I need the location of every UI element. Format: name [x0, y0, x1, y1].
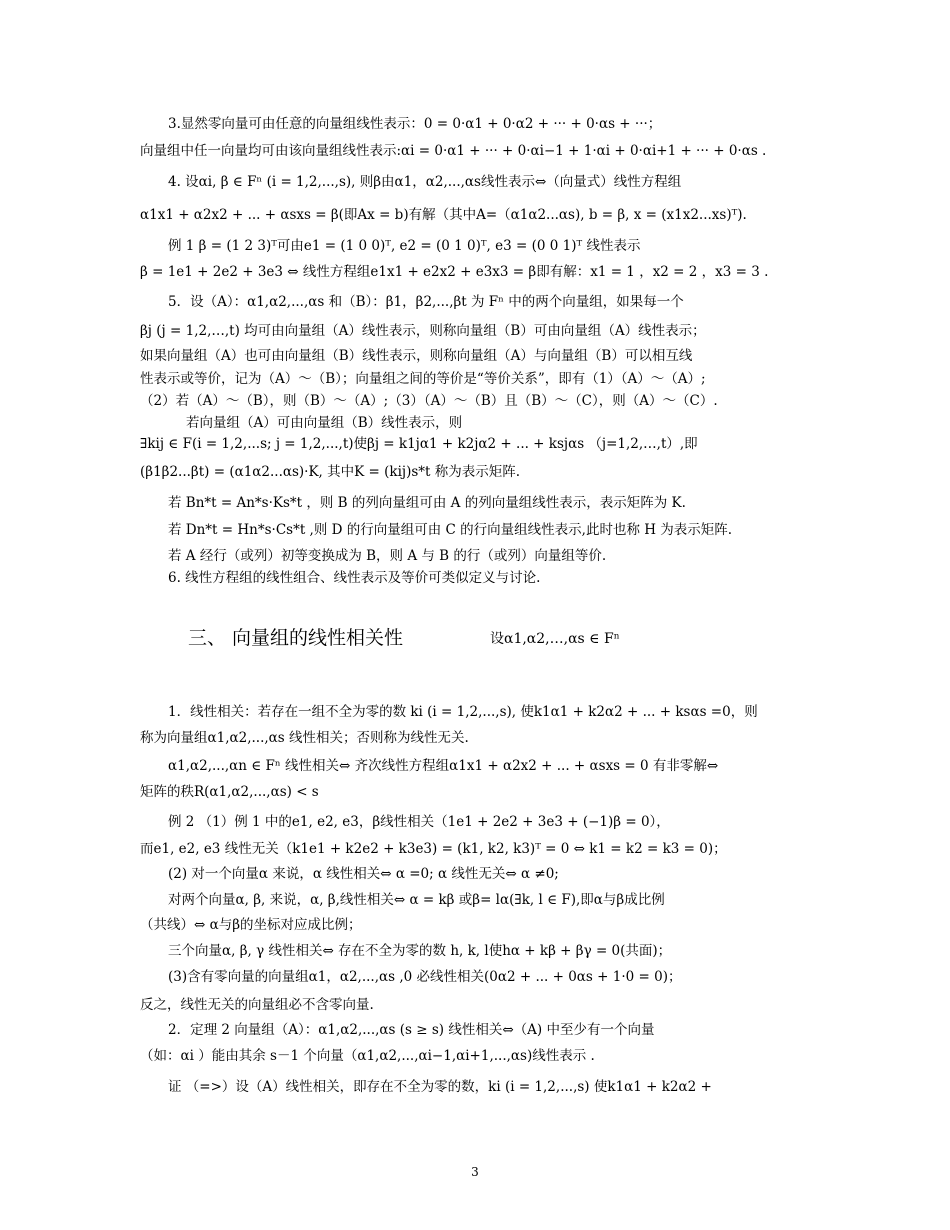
- text-line: β = 1e1 + 2e2 + 3e3 ⇔ 线性方程组e1x1 + e2x2 + e3x3 = β即有解：x1 = 1 ，x2 = 2 ，x3 = 3 .: [140, 264, 769, 280]
- text-line: 5．设（A）：α1,α2,...,αs 和（B）：β1，β2,...,βt 为 Fⁿ 中的两个向量组，如果每一个: [168, 294, 684, 310]
- text-line: 1．线性相关：若存在一组不全为零的数 ki (i = 1,2,...,s), 使k1α1 + k2α2 + ... + ksαs =0，则: [168, 704, 758, 720]
- text-line: 向量组中任一向量均可由该向量组线性表示:αi = 0·α1 + ··· + 0·αi−1 + 1·αi + 0·αi+1 + ··· + 0·αs .: [140, 143, 767, 159]
- text-line: (2) 对一个向量α 来说，α 线性相关⇔ α =0; α 线性无关⇔ α ≠0;: [168, 866, 559, 882]
- text-line: βj (j = 1,2,…,t) 均可由向量组（A）线性表示，则称向量组（B）可由向量组（A）线性表示；: [140, 323, 706, 339]
- text-line: 称为向量组α1,α2,...,αs 线性相关；否则称为线性无关.: [140, 730, 469, 746]
- text-line: 例 2 （1）例 1 中的e1, e2, e3，β线性相关（1e1 + 2e2 + 3e3 + (−1)β = 0），: [168, 814, 670, 830]
- text-line: ∃kij ∈ F(i = 1,2,...s; j = 1,2,...,t)使βj = k1jα1 + k2jα2 + ... + ksjαs （j=1,2,…,t）,即: [140, 436, 698, 452]
- text-line: (3)含有零向量的向量组α1，α2,...,αs ,0 必线性相关(0α2 + ... + 0αs + 1·0 = 0)；: [168, 969, 682, 985]
- text-line: 如果向量组（A）也可由向量组（B）线性表示，则称向量组（A）与向量组（B）可以相互线: [140, 348, 693, 364]
- text-line: 三个向量α, β, γ 线性相关⇔ 存在不全为零的数 h, k, l使hα + kβ + βγ = 0(共面)；: [168, 943, 672, 959]
- text-line: 若向量组（A）可由向量组（B）线性表示，则: [186, 415, 463, 431]
- text-line: 反之，线性无关的向量组必不含零向量.: [140, 997, 374, 1013]
- section-heading: 三、 向量组的线性相关性: [188, 627, 404, 649]
- text-line: 6. 线性方程组的线性组合、线性表示及等价可类似定义与讨论.: [168, 570, 541, 586]
- text-line: 矩阵的秩R(α1,α2,...,αs) < s: [140, 784, 319, 800]
- text-line: 而e1, e2, e3 线性无关（k1e1 + k2e2 + k3e3) = (k1, k2, k3)ᵀ = 0 ⇔ k1 = k2 = k3 = 0)；: [140, 841, 727, 857]
- text-line: （如：αi ）能由其余 s－1 个向量（α1,α2,...,αi−1,αi+1,...,αs)线性表示 .: [140, 1048, 595, 1064]
- text-line: 4. 设αi, β ∈ Fⁿ (i = 1,2,...,s), 则β由α1，α2,...,αs线性表示⇔（向量式）线性方程组: [168, 174, 682, 190]
- text-line: 例 1 β = (1 2 3)ᵀ可由e1 = (1 0 0)ᵀ, e2 = (0 1 0)ᵀ, e3 = (0 0 1)ᵀ 线性表示: [168, 238, 641, 254]
- page-number: 3: [471, 1165, 479, 1179]
- text-line: α1x1 + α2x2 + ... + αsxs = β(即Ax = b)有解（其中A=（α1α2...αs), b = β, x = (x1x2...xs)ᵀ).: [140, 207, 747, 223]
- text-line: 2．定理 2 向量组（A）：α1,α2,...,αs (s ≥ s) 线性相关⇔（A) 中至少有一个向量: [168, 1022, 655, 1038]
- section-note: 设α1,α2,…,αs ∈ Fⁿ: [490, 631, 620, 647]
- text-line: (β1β2...βt) = (α1α2...αs)·K, 其中K = (kij)s*t 称为表示矩阵.: [140, 464, 521, 480]
- text-line: （共线）⇔ α与β的坐标对应成比例；: [140, 917, 362, 933]
- text-line: 3.显然零向量可由任意的向量组线性表示：0 = 0·α1 + 0·α2 + ··· + 0·αs + ···；: [168, 116, 662, 132]
- text-line: （2）若（A）～（B），则（B）～（A）;（3）（A）～（B）且（B）～（C），则（A）～（C）.: [140, 393, 718, 409]
- text-line: 若 Dn*t = Hn*s·Cs*t ,则 D 的行向量组可由 C 的行向量组线性表示,此时也称 H 为表示矩阵.: [168, 522, 733, 538]
- text-line: α1,α2,...,αn ∈ Fⁿ 线性相关⇔ 齐次线性方程组α1x1 + α2x2 + ... + αsxs = 0 有非零解⇔: [168, 758, 719, 774]
- text-line: 对两个向量α, β, 来说，α, β,线性相关⇔ α = kβ 或β= lα(∃k, l ∈ F),即α与β成比例: [168, 892, 665, 908]
- text-line: 证 （=>）设（A）线性相关，即存在不全为零的数，ki (i = 1,2,...,s) 使k1α1 + k2α2 +: [168, 1079, 712, 1095]
- text-line: 性表示或等价，记为（A）～（B）；向量组之间的等价是“等价关系”，即有（1）（A）～（A）;: [140, 371, 706, 387]
- text-line: 若 Bn*t = An*s·Ks*t ，则 B 的列向量组可由 A 的列向量组线性表示，表示矩阵为 K.: [168, 495, 686, 511]
- text-line: 若 A 经行（或列）初等变换成为 B，则 A 与 B 的行（或列）向量组等价.: [168, 548, 607, 564]
